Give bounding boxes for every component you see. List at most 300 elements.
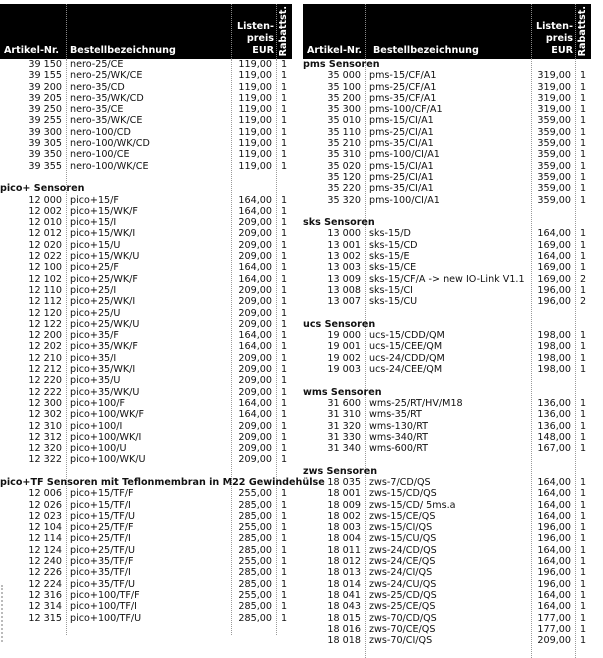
bestellbezeichnung-cell: pico+35/I	[70, 352, 117, 364]
listenpreis-cell: 169,00	[537, 239, 571, 251]
table-row	[0, 556, 292, 567]
bestellbezeichnung-cell: zws-70/CI/QS	[369, 635, 433, 647]
artikel-nr-cell: 35 000	[327, 70, 361, 82]
bestellbezeichnung-cell: nero-100/CD	[70, 126, 131, 138]
table-row	[303, 138, 591, 149]
bestellbezeichnung-cell: zws-15/CE/QS	[369, 510, 436, 522]
table-row	[303, 533, 591, 544]
section-heading: sks Sensoren	[303, 217, 375, 229]
bestellbezeichnung-cell: nero-100/WK/CD	[70, 138, 150, 150]
artikel-nr-cell: 12 100	[28, 262, 62, 274]
table-row	[303, 556, 591, 567]
rabattstufe-cell: 1	[280, 352, 288, 364]
table-row	[0, 228, 292, 239]
listenpreis-cell: 164,00	[238, 273, 272, 285]
rabattstufe-cell: 1	[579, 556, 587, 568]
table-row	[303, 82, 591, 93]
listenpreis-cell: 177,00	[537, 612, 571, 624]
section-heading: pico+ Sensoren	[0, 183, 85, 195]
bestellbezeichnung-cell: nero-35/WK/CE	[70, 115, 143, 127]
rabattstufe-cell: 1	[579, 601, 587, 613]
listenpreis-cell: 255,00	[238, 522, 272, 534]
artikel-nr-cell: 18 018	[327, 635, 361, 647]
page-edge-marker	[1, 585, 3, 642]
bestellbezeichnung-cell: pico+100/I	[70, 420, 123, 432]
artikel-nr-cell: 35 020	[327, 160, 361, 172]
artikel-nr-cell: 35 010	[327, 115, 361, 127]
table-row	[0, 319, 292, 330]
rabattstufe-cell: 1	[280, 601, 288, 613]
listenpreis-cell: 209,00	[238, 386, 272, 398]
column-divider	[276, 4, 277, 59]
bestellbezeichnung-cell: pico+15/TF/F	[70, 488, 134, 500]
table-row	[303, 613, 591, 624]
rabattstufe-cell: 1	[280, 443, 288, 455]
table-row	[303, 624, 591, 635]
table-row	[303, 240, 591, 251]
bestellbezeichnung-cell: pico+100/F	[70, 397, 126, 409]
header-listenpreis-line3: EUR	[551, 45, 573, 56]
bestellbezeichnung-cell: wms-600/RT	[369, 443, 429, 455]
artikel-nr-cell: 39 255	[28, 115, 62, 127]
rabattstufe-cell: 1	[579, 364, 587, 376]
listenpreis-cell: 198,00	[537, 341, 571, 353]
table-row	[303, 104, 591, 115]
listenpreis-cell: 209,00	[238, 228, 272, 240]
bestellbezeichnung-cell: pico+100/U	[70, 443, 127, 455]
header-artikel-nr: Artikel-Nr.	[307, 45, 362, 56]
rabattstufe-cell: 1	[579, 488, 587, 500]
listenpreis-cell: 209,00	[238, 431, 272, 443]
bestellbezeichnung-cell: wms-25/RT/HV/M18	[369, 397, 463, 409]
rabattstufe-cell: 1	[280, 341, 288, 353]
artikel-nr-cell: 12 240	[28, 556, 62, 568]
table-row	[303, 93, 591, 104]
bestellbezeichnung-cell: pico+35/TF/I	[70, 567, 131, 579]
table-row	[303, 590, 591, 601]
artikel-nr-cell: 31 320	[327, 420, 361, 432]
bestellbezeichnung-cell: pico+35/WK/F	[70, 341, 138, 353]
listenpreis-cell: 319,00	[537, 70, 571, 82]
listenpreis-cell: 359,00	[537, 115, 571, 127]
listenpreis-cell: 164,00	[537, 601, 571, 613]
listenpreis-cell: 255,00	[238, 488, 272, 500]
table-row	[303, 183, 591, 194]
listenpreis-cell: 119,00	[238, 92, 272, 104]
rabattstufe-cell: 1	[280, 386, 288, 398]
listenpreis-cell: 119,00	[238, 70, 272, 82]
artikel-nr-cell: 13 003	[327, 262, 361, 274]
bestellbezeichnung-cell: pico+15/F	[70, 194, 119, 206]
table-row	[303, 511, 591, 522]
artikel-nr-cell: 39 155	[28, 70, 62, 82]
artikel-nr-cell: 39 250	[28, 104, 62, 116]
table-row	[303, 579, 591, 590]
bestellbezeichnung-cell: pico+35/F	[70, 330, 119, 342]
artikel-nr-cell: 12 104	[28, 522, 62, 534]
artikel-nr-cell: 12 006	[28, 488, 62, 500]
header-bestellbezeichnung: Bestellbezeichnung	[373, 45, 479, 56]
bestellbezeichnung-cell: pms-35/CI/A1	[369, 138, 434, 150]
listenpreis-cell: 164,00	[238, 330, 272, 342]
spacer	[303, 206, 591, 217]
bestellbezeichnung-cell: pms-35/CF/A1	[369, 92, 437, 104]
artikel-nr-cell: 35 210	[327, 138, 361, 150]
table-row	[303, 341, 591, 352]
rabattstufe-cell: 1	[280, 239, 288, 251]
table-row	[303, 115, 591, 126]
listenpreis-cell: 119,00	[238, 138, 272, 150]
rabattstufe-cell: 1	[280, 420, 288, 432]
table-row	[303, 500, 591, 511]
rabattstufe-cell: 1	[280, 612, 288, 624]
listenpreis-cell: 164,00	[537, 488, 571, 500]
artikel-nr-cell: 19 001	[327, 341, 361, 353]
listenpreis-cell: 164,00	[238, 194, 272, 206]
table-row	[303, 262, 591, 273]
rabattstufe-cell: 1	[579, 239, 587, 251]
table-row	[303, 296, 591, 307]
listenpreis-cell: 198,00	[537, 352, 571, 364]
table-row	[0, 138, 292, 149]
table-row	[0, 398, 292, 409]
rabattstufe-cell: 1	[579, 149, 587, 161]
rabattstufe-cell: 1	[579, 544, 587, 556]
table-row	[303, 70, 591, 81]
artikel-nr-cell: 12 302	[28, 409, 62, 421]
bestellbezeichnung-cell: zws-15/CD/QS	[369, 488, 437, 500]
listenpreis-cell: 119,00	[238, 81, 272, 93]
table-row	[303, 488, 591, 499]
bestellbezeichnung-cell: pico+15/WK/F	[70, 205, 138, 217]
rabattstufe-cell: 1	[280, 567, 288, 579]
rabattstufe-cell: 1	[579, 104, 587, 116]
listenpreis-cell: 255,00	[238, 556, 272, 568]
listenpreis-cell: 164,00	[238, 341, 272, 353]
bestellbezeichnung-cell: zws-70/CE/QS	[369, 623, 436, 635]
bestellbezeichnung-cell: pico+15/I	[70, 217, 117, 229]
rabattstufe-cell: 2	[579, 296, 587, 308]
header-artikel-nr: Artikel-Nr.	[4, 45, 59, 56]
listenpreis-cell: 209,00	[238, 454, 272, 466]
artikel-nr-cell: 18 011	[327, 544, 361, 556]
bestellbezeichnung-cell: zws-15/CD/ 5ms.a	[369, 499, 456, 511]
artikel-nr-cell: 12 026	[28, 499, 62, 511]
artikel-nr-cell: 19 000	[327, 330, 361, 342]
listenpreis-cell: 319,00	[537, 104, 571, 116]
artikel-nr-cell: 13 002	[327, 251, 361, 263]
rabattstufe-cell: 1	[280, 59, 288, 70]
bestellbezeichnung-cell: pms-15/CI/A1	[369, 115, 434, 127]
listenpreis-cell: 164,00	[537, 228, 571, 240]
listenpreis-cell: 285,00	[238, 510, 272, 522]
table-row	[0, 82, 292, 93]
bestellbezeichnung-cell: nero-25/CE	[70, 59, 124, 70]
rabattstufe-cell: 1	[280, 510, 288, 522]
listenpreis-cell: 359,00	[537, 149, 571, 161]
table-row	[303, 172, 591, 183]
table-row	[0, 104, 292, 115]
bestellbezeichnung-cell: zws-24/CD/QS	[369, 544, 437, 556]
column-divider	[231, 4, 232, 59]
table-row	[0, 488, 292, 499]
table-row	[0, 206, 292, 217]
listenpreis-cell: 359,00	[537, 171, 571, 183]
artikel-nr-cell: 35 320	[327, 194, 361, 206]
price-table-right	[303, 4, 591, 658]
header-listenpreis-line2: preis	[246, 33, 274, 44]
rabattstufe-cell: 1	[579, 194, 587, 206]
listenpreis-cell: 196,00	[537, 567, 571, 579]
listenpreis-cell: 209,00	[238, 307, 272, 319]
section-heading: pms Sensoren	[303, 59, 380, 70]
listenpreis-cell: 209,00	[238, 217, 272, 229]
artikel-nr-cell: 12 122	[28, 318, 62, 330]
table-row	[303, 477, 591, 488]
bestellbezeichnung-cell: zws-7/CD/QS	[369, 476, 431, 488]
table-row	[303, 443, 591, 454]
artikel-nr-cell: 12 010	[28, 217, 62, 229]
bestellbezeichnung-cell: pms-15/CF/A1	[369, 70, 437, 82]
rabattstufe-cell: 1	[280, 126, 288, 138]
listenpreis-cell: 167,00	[537, 443, 571, 455]
bestellbezeichnung-cell: pms-100/CI/A1	[369, 194, 440, 206]
artikel-nr-cell: 13 000	[327, 228, 361, 240]
artikel-nr-cell: 12 020	[28, 239, 62, 251]
artikel-nr-cell: 12 310	[28, 420, 62, 432]
bestellbezeichnung-cell: pico+25/WK/I	[70, 296, 136, 308]
listenpreis-cell: 164,00	[238, 205, 272, 217]
section-heading: wms Sensoren	[303, 386, 382, 398]
bestellbezeichnung-cell: zws-25/CD/QS	[369, 589, 437, 601]
rabattstufe-cell: 1	[280, 318, 288, 330]
listenpreis-cell: 196,00	[537, 284, 571, 296]
artikel-nr-cell: 39 300	[28, 126, 62, 138]
listenpreis-cell: 119,00	[238, 59, 272, 70]
spacer	[0, 624, 292, 635]
table-row	[0, 454, 292, 465]
listenpreis-cell: 177,00	[537, 623, 571, 635]
artikel-nr-cell: 12 226	[28, 567, 62, 579]
listenpreis-cell: 196,00	[537, 533, 571, 545]
bestellbezeichnung-cell: pms-25/CF/A1	[369, 81, 437, 93]
rabattstufe-cell: 1	[280, 160, 288, 172]
rabattstufe-cell: 1	[280, 307, 288, 319]
bestellbezeichnung-cell: pico+25/TF/F	[70, 522, 134, 534]
rabattstufe-cell: 1	[579, 589, 587, 601]
spacer	[0, 172, 292, 183]
rabattstufe-cell: 1	[280, 273, 288, 285]
listenpreis-cell: 285,00	[238, 601, 272, 613]
listenpreis-cell: 285,00	[238, 578, 272, 590]
rabattstufe-cell: 1	[280, 149, 288, 161]
price-table-left	[0, 4, 325, 635]
artikel-nr-cell: 31 340	[327, 443, 361, 455]
bestellbezeichnung-cell: pico+25/TF/U	[70, 544, 136, 556]
bestellbezeichnung-cell: zws-70/CD/QS	[369, 612, 437, 624]
rabattstufe-cell: 1	[280, 81, 288, 93]
listenpreis-cell: 209,00	[238, 251, 272, 263]
table-row	[0, 545, 292, 556]
table-row	[303, 127, 591, 138]
rabattstufe-cell: 1	[280, 364, 288, 376]
listenpreis-cell: 164,00	[537, 510, 571, 522]
bestellbezeichnung-cell: zws-24/CE/QS	[369, 556, 436, 568]
rabattstufe-cell: 1	[579, 578, 587, 590]
bestellbezeichnung-cell: pico+100/TF/U	[70, 612, 142, 624]
bestellbezeichnung-cell: sks-15/CU	[369, 296, 418, 308]
artikel-nr-cell: 13 008	[327, 284, 361, 296]
bestellbezeichnung-cell: pico+15/TF/I	[70, 499, 131, 511]
listenpreis-cell: 285,00	[238, 612, 272, 624]
table-row	[0, 161, 292, 172]
artikel-nr-cell: 19 002	[327, 352, 361, 364]
listenpreis-cell: 164,00	[537, 589, 571, 601]
rabattstufe-cell: 1	[280, 533, 288, 545]
artikel-nr-cell: 18 013	[327, 567, 361, 579]
bestellbezeichnung-cell: pico+100/WK/U	[70, 454, 146, 466]
bestellbezeichnung-cell: pico+35/TF/F	[70, 556, 134, 568]
table-row	[303, 398, 591, 409]
table-row	[303, 364, 591, 375]
listenpreis-cell: 255,00	[238, 589, 272, 601]
rabattstufe-cell: 1	[579, 443, 587, 455]
bestellbezeichnung-cell: pico+35/WK/U	[70, 386, 140, 398]
spacer	[303, 646, 591, 657]
bestellbezeichnung-cell: zws-15/CU/QS	[369, 533, 437, 545]
table-row	[0, 364, 292, 375]
table-row	[0, 115, 292, 126]
table-row	[0, 579, 292, 590]
table-row	[303, 567, 591, 578]
table-row	[303, 330, 591, 341]
artikel-nr-cell: 35 110	[327, 126, 361, 138]
bestellbezeichnung-cell: nero-35/WK/CD	[70, 92, 144, 104]
bestellbezeichnung-cell: pms-15/CI/A1	[369, 160, 434, 172]
table-row	[0, 127, 292, 138]
bestellbezeichnung-cell: nero-100/WK/CE	[70, 160, 149, 172]
rabattstufe-cell: 1	[280, 104, 288, 116]
table-row	[0, 285, 292, 296]
listenpreis-cell: 164,00	[537, 251, 571, 263]
listenpreis-cell: 319,00	[537, 81, 571, 93]
artikel-nr-cell: 13 007	[327, 296, 361, 308]
table-row	[303, 522, 591, 533]
rabattstufe-cell: 1	[280, 138, 288, 150]
artikel-nr-cell: 18 002	[327, 510, 361, 522]
listenpreis-cell: 285,00	[238, 533, 272, 545]
listenpreis-cell: 209,00	[238, 318, 272, 330]
artikel-nr-cell: 12 102	[28, 273, 62, 285]
rabattstufe-cell: 1	[579, 81, 587, 93]
rabattstufe-cell: 1	[579, 341, 587, 353]
bestellbezeichnung-cell: zws-24/CI/QS	[369, 567, 433, 579]
table-row	[0, 341, 292, 352]
rabattstufe-cell: 1	[280, 522, 288, 534]
rabattstufe-cell: 1	[280, 217, 288, 229]
listenpreis-cell: 209,00	[238, 296, 272, 308]
listenpreis-cell: 285,00	[238, 544, 272, 556]
artikel-nr-cell: 18 004	[327, 533, 361, 545]
listenpreis-cell: 169,00	[537, 262, 571, 274]
table-row	[0, 262, 292, 273]
bestellbezeichnung-cell: wms-340/RT	[369, 431, 429, 443]
listenpreis-cell: 136,00	[537, 420, 571, 432]
table-row	[0, 251, 292, 262]
table-row	[0, 387, 292, 398]
section-heading: pico+TF Sensoren mit Teflonmembran in M22 Gewindehülse	[0, 476, 325, 488]
artikel-nr-cell: 18 012	[327, 556, 361, 568]
table-row	[0, 296, 292, 307]
bestellbezeichnung-cell: pms-35/CI/A1	[369, 183, 434, 195]
listenpreis-cell: 164,00	[537, 556, 571, 568]
artikel-nr-cell: 31 600	[327, 397, 361, 409]
table-row	[0, 443, 292, 454]
listenpreis-cell: 209,00	[238, 352, 272, 364]
artikel-nr-cell: 12 002	[28, 205, 62, 217]
listenpreis-cell: 119,00	[238, 149, 272, 161]
bestellbezeichnung-cell: pico+25/U	[70, 307, 121, 319]
rabattstufe-cell: 1	[579, 262, 587, 274]
section-heading: zws Sensoren	[303, 465, 378, 477]
artikel-nr-cell: 18 041	[327, 589, 361, 601]
artikel-nr-cell: 18 043	[327, 601, 361, 613]
artikel-nr-cell: 18 035	[327, 476, 361, 488]
artikel-nr-cell: 12 315	[28, 612, 62, 624]
rabattstufe-cell: 1	[579, 431, 587, 443]
rabattstufe-cell: 1	[579, 228, 587, 240]
rabattstufe-cell: 1	[280, 556, 288, 568]
bestellbezeichnung-cell: zws-24/CU/QS	[369, 578, 437, 590]
artikel-nr-cell: 39 205	[28, 92, 62, 104]
table-row	[303, 274, 591, 285]
rabattstufe-cell: 1	[579, 533, 587, 545]
rabattstufe-cell: 1	[280, 70, 288, 82]
artikel-nr-cell: 12 114	[28, 533, 62, 545]
listenpreis-cell: 359,00	[537, 183, 571, 195]
rabattstufe-cell: 1	[280, 251, 288, 263]
rabattstufe-cell: 1	[280, 499, 288, 511]
table-row	[303, 635, 591, 646]
bestellbezeichnung-cell: pico+25/F	[70, 262, 119, 274]
table-row	[0, 149, 292, 160]
listenpreis-cell: 209,00	[238, 420, 272, 432]
bestellbezeichnung-cell: pico+25/WK/U	[70, 318, 140, 330]
header-listenpreis	[536, 21, 573, 57]
column-divider	[365, 4, 366, 59]
artikel-nr-cell: 19 003	[327, 364, 361, 376]
artikel-nr-cell: 39 150	[28, 59, 62, 70]
table-row	[303, 545, 591, 556]
bestellbezeichnung-cell: zws-15/CI/QS	[369, 522, 433, 534]
bestellbezeichnung-cell: pico+25/WK/F	[70, 273, 138, 285]
rabattstufe-cell: 1	[579, 510, 587, 522]
table-row	[0, 432, 292, 443]
table-row	[0, 59, 292, 70]
listenpreis-cell: 164,00	[238, 262, 272, 274]
listenpreis-cell: 119,00	[238, 126, 272, 138]
listenpreis-cell: 164,00	[537, 544, 571, 556]
artikel-nr-cell: 12 012	[28, 228, 62, 240]
table-row	[0, 421, 292, 432]
bestellbezeichnung-cell: sks-15/CF/A -> new IO-Link V1.1	[369, 273, 525, 285]
artikel-nr-cell: 35 310	[327, 149, 361, 161]
rabattstufe-cell: 1	[579, 92, 587, 104]
artikel-nr-cell: 39 200	[28, 81, 62, 93]
bestellbezeichnung-cell: pico+15/WK/U	[70, 251, 140, 263]
table-row	[0, 308, 292, 319]
listenpreis-cell: 359,00	[537, 126, 571, 138]
